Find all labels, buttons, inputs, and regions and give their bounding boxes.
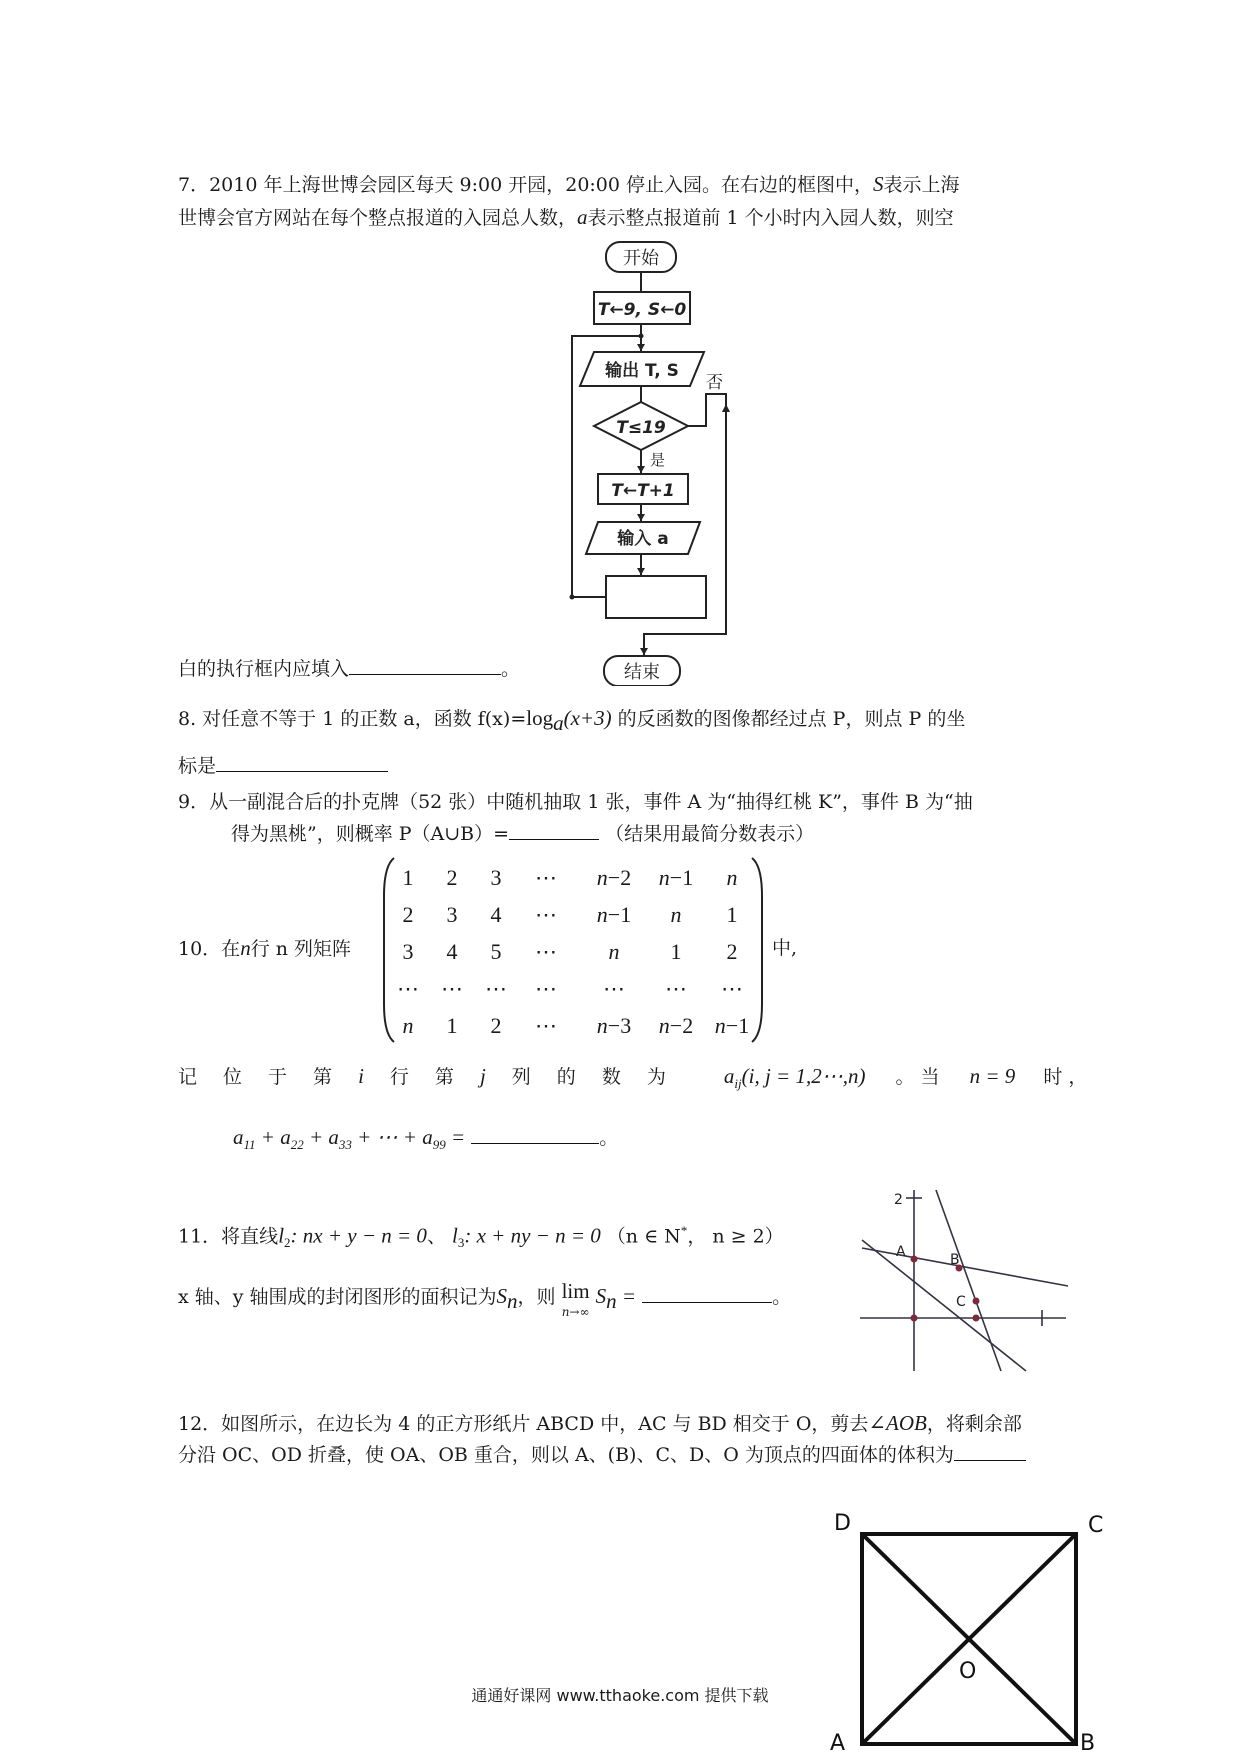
q9-line1 bbox=[178, 788, 973, 816]
label-o: O bbox=[959, 1659, 977, 1684]
q8-log-base: a bbox=[553, 710, 564, 735]
q11-l3-eq: : x + ny − n = 0 bbox=[464, 1223, 601, 1248]
q12-square-figure bbox=[826, 1498, 1126, 1754]
q9-text-1: 9．从一副混合后的扑克牌（52 张）中随机抽取 1 张，事件 A 为“抽得红桃 K”，事件 B 为“抽 bbox=[178, 791, 973, 813]
matrix-cell: ⋯ bbox=[721, 976, 743, 1001]
matrix-cell: 1 bbox=[446, 1013, 458, 1038]
q7-text-3: 白的执行框内应填入 bbox=[178, 658, 350, 680]
q12-line2 bbox=[178, 1441, 1026, 1469]
q11-end: 。 bbox=[772, 1286, 792, 1308]
q10-text-mid: 行 n 列矩阵 bbox=[250, 938, 352, 960]
page-footer: 通通好课网 www.tthaoke.com 提供下载 bbox=[471, 1686, 769, 1705]
q10-end: 。 bbox=[599, 1127, 619, 1149]
q10-aij-a: a bbox=[723, 1064, 735, 1088]
matrix-cell: n−3 bbox=[596, 1013, 632, 1038]
matrix-cell: n bbox=[726, 865, 738, 890]
q7-line1 bbox=[178, 170, 960, 199]
matrix-cell: 4 bbox=[490, 902, 502, 927]
flow-no-label: 否 bbox=[706, 373, 723, 393]
flow-yes-label: 是 bbox=[650, 451, 666, 469]
q9-text-2b: （结果用最简分数表示） bbox=[605, 823, 815, 845]
q11-graph bbox=[856, 1186, 1076, 1376]
flow-start-label: 开始 bbox=[623, 248, 659, 269]
matrix-cell: n−2 bbox=[658, 1013, 694, 1038]
q10-line1 bbox=[178, 934, 351, 963]
q7-var-a: a bbox=[577, 205, 588, 229]
q8-text-suffix: 的反函数的图像都经过点 P，则点 P 的坐 bbox=[617, 708, 966, 730]
q11-text-2b: ，则 bbox=[517, 1286, 556, 1308]
q10-words bbox=[178, 1062, 692, 1091]
q11-cond2: ， n ≥ 2） bbox=[687, 1225, 784, 1248]
matrix-cell: ⋯ bbox=[535, 1013, 557, 1038]
matrix-cell: 5 bbox=[490, 939, 502, 964]
q9-line2 bbox=[231, 820, 814, 848]
matrix-cell: ⋯ bbox=[535, 865, 557, 890]
q11-l2-sub: 2 bbox=[284, 1235, 291, 1251]
matrix-cell: n−1 bbox=[658, 865, 694, 890]
q7-text-1b: 表示上海 bbox=[883, 174, 960, 196]
label-c: C bbox=[1088, 1513, 1104, 1538]
label-d: D bbox=[834, 1511, 851, 1536]
q11-line1 bbox=[178, 1217, 784, 1257]
q8-line2 bbox=[178, 752, 388, 780]
q11-l3-sub: 3 bbox=[457, 1235, 465, 1251]
q10-word: 行 bbox=[389, 1066, 409, 1088]
q10-matrix bbox=[382, 856, 764, 1044]
matrix-cell: ⋯ bbox=[485, 976, 507, 1001]
q7-line3 bbox=[178, 655, 520, 683]
q8-log-arg: (x+3) bbox=[563, 706, 612, 730]
q11-sn-2: S bbox=[595, 1284, 607, 1308]
y-tick-2: 2 bbox=[894, 1192, 903, 1208]
q10-var-n: n bbox=[240, 936, 251, 960]
matrix-cell: 3 bbox=[402, 939, 414, 964]
matrix-cell: ⋯ bbox=[535, 939, 557, 964]
matrix-cell: n bbox=[608, 939, 620, 964]
q8-text-2: 标是 bbox=[178, 755, 217, 777]
q11-line2 bbox=[178, 1279, 792, 1321]
q12-line1 bbox=[178, 1409, 1022, 1438]
flow-end-label: 结束 bbox=[624, 662, 660, 683]
q8-text-prefix: 8. 对任意不等于 1 的正数 a，函数 f(x)= bbox=[178, 708, 527, 730]
q11-cond: （n ∈ N bbox=[606, 1225, 681, 1248]
q10-text-prefix: 10．在 bbox=[178, 938, 241, 960]
flow-init-label: T←9, S←0 bbox=[597, 300, 687, 320]
matrix-cell: 1 bbox=[726, 902, 738, 927]
flow-output-label: 输出 T, S bbox=[605, 361, 679, 381]
matrix-cell: 2 bbox=[726, 939, 738, 964]
matrix-cell: n−1 bbox=[714, 1013, 750, 1038]
q7-flowchart bbox=[560, 236, 760, 686]
label-a: A bbox=[896, 1244, 906, 1260]
q10-text-suffix: 中, bbox=[772, 937, 798, 959]
point-x bbox=[973, 1315, 980, 1322]
point-a bbox=[911, 1256, 918, 1263]
flow-cond-label: T≤19 bbox=[616, 418, 666, 438]
q7-end: 。 bbox=[501, 658, 521, 680]
q12-text-1b: ，将剩余部 bbox=[926, 1413, 1022, 1435]
matrix-cell: ⋯ bbox=[397, 976, 419, 1001]
point-c bbox=[973, 1298, 980, 1305]
q11-answer-blank[interactable] bbox=[642, 1284, 772, 1303]
matrix-cell: n bbox=[402, 1013, 414, 1038]
matrix-cell: 1 bbox=[670, 939, 682, 964]
matrix-cell: ⋯ bbox=[441, 976, 463, 1001]
flow-empty-box bbox=[606, 576, 706, 618]
q10-when: 。 当 bbox=[895, 1066, 940, 1088]
q7-var-s: S bbox=[873, 172, 884, 196]
matrix-cell: 2 bbox=[402, 902, 414, 927]
q11-l2-eq: : nx + y − n = 0 bbox=[290, 1223, 427, 1248]
q11-sn: S bbox=[496, 1284, 508, 1308]
q10-word: i bbox=[358, 1064, 364, 1088]
line-l1 bbox=[862, 1248, 1068, 1286]
q10-word: 为 bbox=[646, 1066, 666, 1088]
q10-word: j bbox=[479, 1064, 486, 1088]
matrix-cell: ⋯ bbox=[665, 976, 687, 1001]
q8-log: log bbox=[526, 706, 554, 730]
q11-star: * bbox=[680, 1223, 688, 1238]
q10-suffix bbox=[772, 934, 797, 962]
matrix-cell: 1 bbox=[402, 865, 414, 890]
q7-text-2b: 表示整点报道前 1 个小时内入园人数，则空 bbox=[587, 207, 954, 229]
matrix-cell: ⋯ bbox=[535, 976, 557, 1001]
q11-l3: l bbox=[452, 1223, 458, 1248]
q7-answer-blank[interactable] bbox=[349, 656, 501, 675]
matrix-cell: 3 bbox=[446, 902, 458, 927]
q12-angle: ∠AOB bbox=[868, 1411, 927, 1435]
matrix-cell: ⋯ bbox=[535, 902, 557, 927]
q11-lim-sub: n→∞ bbox=[561, 1305, 590, 1319]
q12-answer-blank[interactable] bbox=[954, 1442, 1026, 1461]
q10-line2 bbox=[178, 1062, 1088, 1098]
q10-word: 列 bbox=[511, 1066, 531, 1088]
q11-sn-sub: n bbox=[507, 1288, 518, 1313]
q7-text-2a: 世博会官方网站在每个整点报道的入园总人数， bbox=[178, 207, 578, 229]
point-origin-y bbox=[911, 1315, 918, 1322]
q12-text-2: 分沿 OC、OD 折叠，使 OA、OB 重合，则以 A、(B)、C、D、O 为顶点的四面体的体积为 bbox=[178, 1444, 954, 1466]
q8-answer-blank[interactable] bbox=[216, 753, 388, 772]
q10-time: 时 ， bbox=[1043, 1066, 1088, 1088]
q11-eq: = bbox=[616, 1284, 637, 1308]
q10-word: 第 bbox=[434, 1066, 454, 1088]
q10-ncond: n = 9 bbox=[969, 1064, 1016, 1088]
q10-aij-range: (i, j = 1,2⋯,n) bbox=[741, 1064, 866, 1088]
q11-lim-word: lim bbox=[561, 1279, 590, 1303]
matrix-cell: n bbox=[670, 902, 682, 927]
q9-text-2a: 得为黑桃”，则概率 P（A∪B）= bbox=[231, 823, 510, 845]
q11-text-2a: x 轴、y 轴围成的封闭图形的面积记为 bbox=[178, 1286, 497, 1308]
matrix-cell: n−2 bbox=[596, 865, 632, 890]
label-b: B bbox=[950, 1252, 960, 1268]
q9-answer-blank[interactable] bbox=[509, 821, 599, 840]
q10-word: 于 bbox=[268, 1066, 288, 1088]
q10-aij bbox=[724, 1062, 866, 1098]
q11-text-prefix: 11．将直线 bbox=[178, 1225, 279, 1248]
q10-word: 数 bbox=[601, 1066, 621, 1088]
label-a: A bbox=[830, 1731, 846, 1754]
q10-answer-blank[interactable] bbox=[471, 1125, 599, 1144]
q10-word: 位 bbox=[223, 1066, 243, 1088]
flow-input-label: 输入 a bbox=[617, 529, 669, 549]
q10-word: 第 bbox=[313, 1066, 333, 1088]
q11-lim bbox=[561, 1279, 590, 1321]
q8-line1 bbox=[178, 704, 965, 737]
q11-sn-sub-2: n bbox=[606, 1288, 617, 1313]
matrix-cell: n−1 bbox=[596, 902, 632, 927]
matrix-cell: 2 bbox=[446, 865, 458, 890]
q11-l2: l bbox=[278, 1223, 285, 1248]
label-b: B bbox=[1080, 1731, 1096, 1754]
q10-sum: $a_{11} + a_{22} + a_{33}$ + ⋯ + $a_{99}$ = bbox=[233, 1125, 466, 1153]
q7-text-1: 7．2010 年上海世博会园区每天 9:00 开园，20:00 停止入园。在右边的框图中， bbox=[178, 174, 874, 196]
q11-sep: 、 bbox=[426, 1225, 446, 1248]
q10-line3 bbox=[233, 1123, 618, 1159]
q10-word: 的 bbox=[556, 1066, 576, 1088]
q10-word: 记 bbox=[178, 1066, 198, 1088]
line-l2 bbox=[936, 1190, 1001, 1371]
matrix-cell: 2 bbox=[490, 1013, 502, 1038]
flow-step-label: T←T+1 bbox=[611, 481, 675, 501]
label-c: C bbox=[956, 1294, 966, 1310]
q7-line2 bbox=[178, 203, 954, 232]
matrix-cell: 3 bbox=[490, 865, 502, 890]
matrix-cell: ⋯ bbox=[603, 976, 625, 1001]
q12-text-1a: 12．如图所示，在边长为 4 的正方形纸片 ABCD 中，AC 与 BD 相交于 O，剪去 bbox=[178, 1413, 869, 1435]
q10-aij-sub: ij bbox=[734, 1076, 742, 1092]
matrix-cell: 4 bbox=[446, 939, 458, 964]
line-l3 bbox=[862, 1240, 1026, 1371]
